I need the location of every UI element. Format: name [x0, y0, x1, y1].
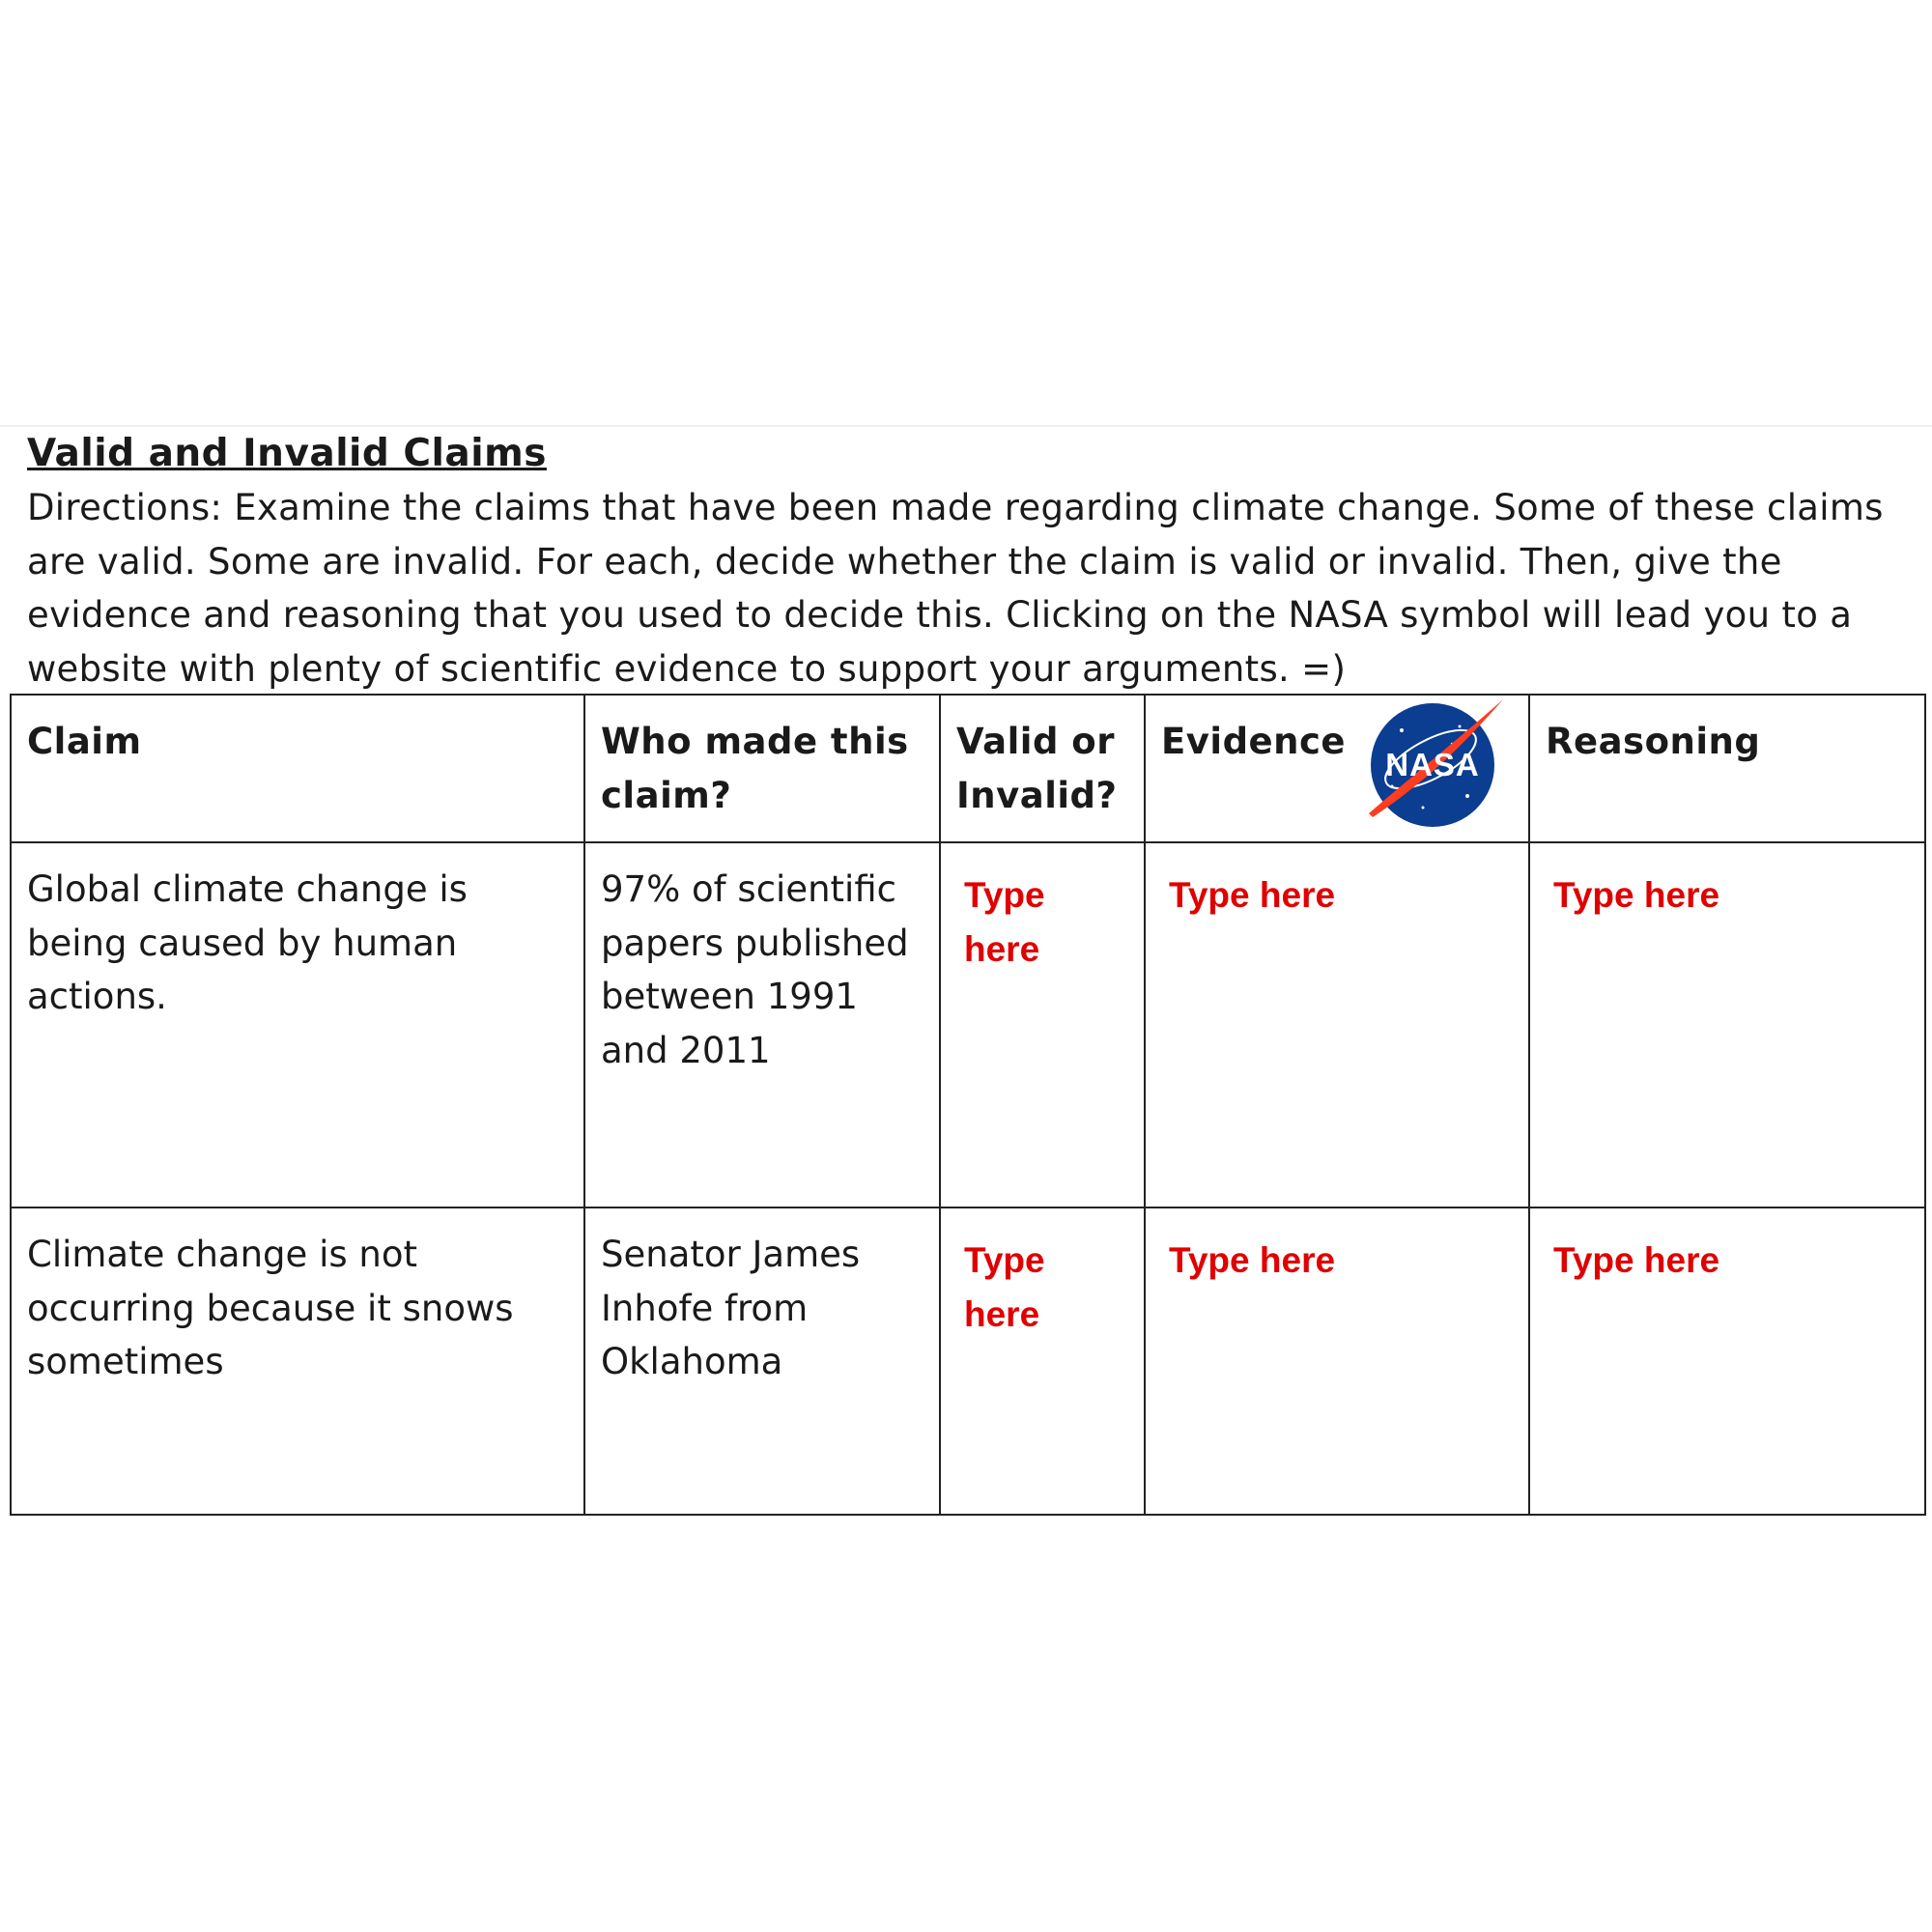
evidence-input-cell[interactable] — [1145, 842, 1529, 1208]
reasoning-input-cell[interactable] — [1529, 1208, 1925, 1515]
evidence-input-placeholder[interactable]: Type here — [1169, 1240, 1336, 1280]
who-cell: 97% of scientific papers published between 1991 and 2011 — [584, 842, 940, 1208]
who-cell: Senator James Inhofe from Oklahoma — [584, 1208, 940, 1515]
table-row — [11, 1208, 1925, 1515]
reasoning-input-placeholder[interactable]: Type here — [1553, 1240, 1720, 1280]
valid-input-cell[interactable] — [940, 842, 1145, 1208]
svg-text:NASA: NASA — [1385, 747, 1480, 782]
table-row — [11, 842, 1925, 1208]
header-evidence: Evidence — [1161, 721, 1347, 762]
nasa-logo-icon[interactable] — [1363, 699, 1503, 830]
worksheet — [0, 425, 1932, 1509]
evidence-input-cell[interactable] — [1145, 1208, 1529, 1515]
claims-table — [10, 694, 1926, 1516]
claim-cell: Climate change is not occurring because it snows sometimes — [11, 1208, 584, 1515]
header-valid: Valid or Invalid? — [940, 695, 1145, 842]
valid-input-placeholder[interactable]: Type here — [964, 875, 1045, 969]
header-reasoning: Reasoning — [1529, 695, 1925, 842]
claim-cell: Global climate change is being caused by human actions. — [11, 842, 584, 1208]
reasoning-input-cell[interactable] — [1529, 842, 1925, 1208]
evidence-input-placeholder[interactable]: Type here — [1169, 875, 1336, 915]
header-who: Who made this claim? — [584, 695, 940, 842]
table-header-row — [11, 695, 1925, 842]
directions-text: Directions: Examine the claims that have been made regarding climate change. Some of these claims are valid. Some are invalid. For each, decide whether the claim is valid or invalid. Then, give the evidence and reasoning that you used to decide this. Clicking on the NASA symbol will lead you to a website with plenty of scientific evidence to support your arguments. =) — [27, 487, 1884, 690]
reasoning-input-placeholder[interactable]: Type here — [1553, 875, 1720, 915]
header-claim: Claim — [11, 695, 584, 842]
header-evidence-cell — [1145, 695, 1529, 842]
page-title: Valid and Invalid Claims — [27, 432, 547, 475]
valid-input-placeholder[interactable]: Type here — [964, 1240, 1045, 1334]
valid-input-cell[interactable] — [940, 1208, 1145, 1515]
